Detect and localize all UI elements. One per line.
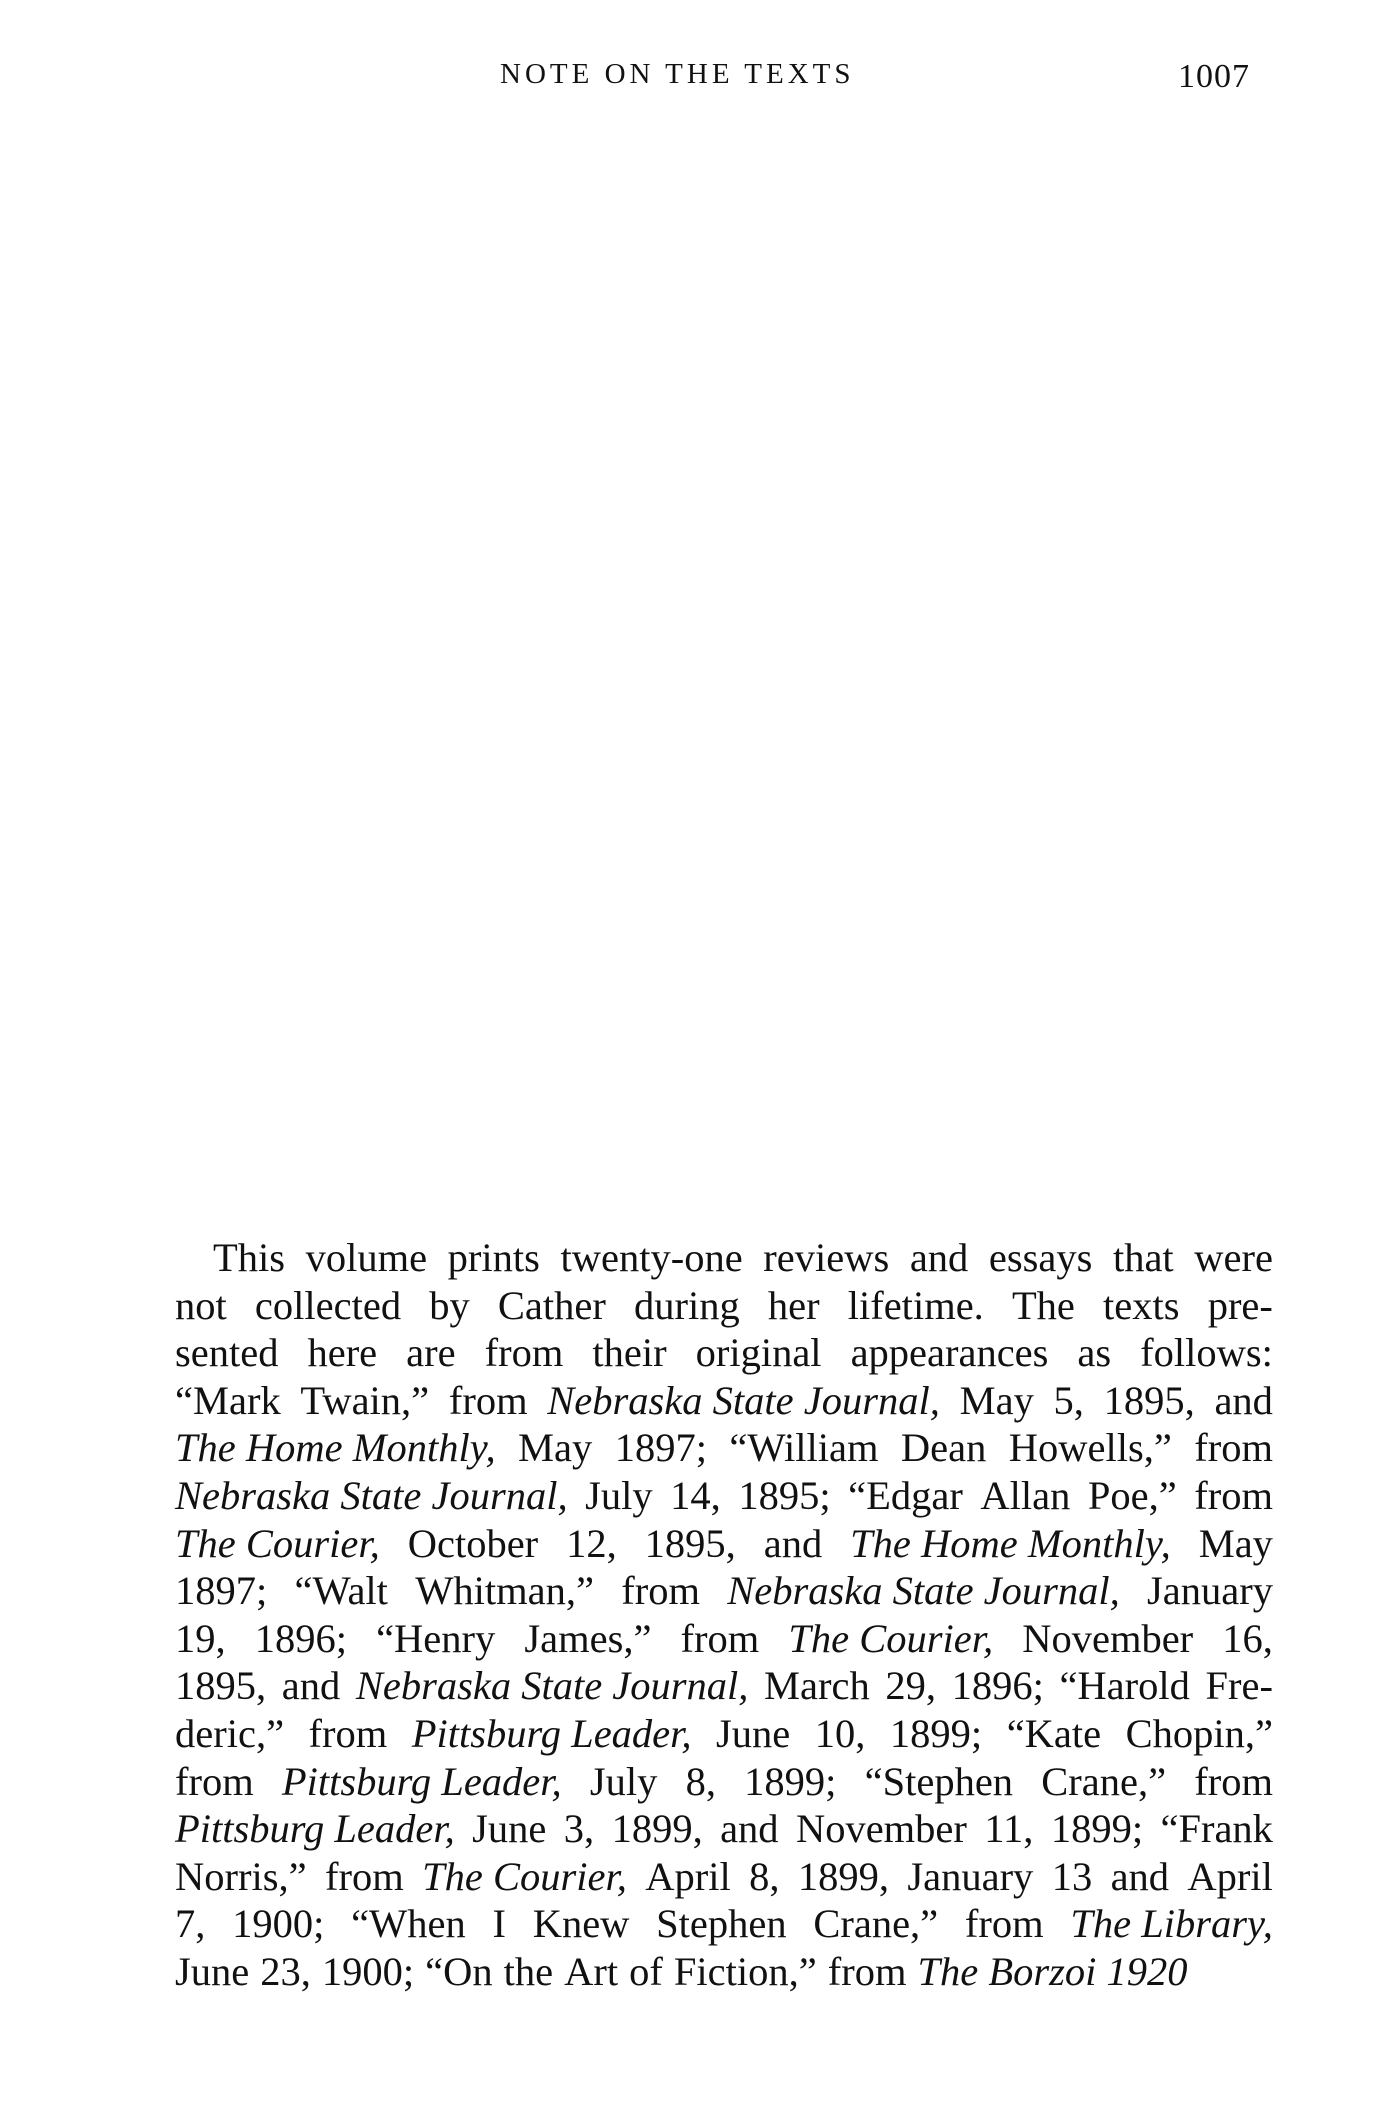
- word: 8,: [685, 1758, 716, 1804]
- text-line: [175, 1948, 1273, 1996]
- word: Art: [564, 1948, 619, 1994]
- word: June: [175, 1948, 250, 1994]
- word: “Edgar: [848, 1472, 963, 1518]
- italic-title: Pittsburg Leader,: [281, 1758, 562, 1804]
- word: June: [716, 1710, 791, 1756]
- word: from: [680, 1615, 760, 1661]
- italic-title: The Home Monthly,: [850, 1520, 1171, 1566]
- word: “Kate: [1006, 1710, 1102, 1756]
- word: 23,: [260, 1948, 311, 1994]
- text-line: [175, 1805, 1273, 1853]
- italic-title: The Courier,: [788, 1615, 994, 1661]
- word: 1899;: [744, 1758, 837, 1804]
- word: “Henry: [376, 1615, 496, 1661]
- word: pre-: [1207, 1282, 1273, 1328]
- word: “When: [351, 1901, 466, 1947]
- word: Whitman,”: [415, 1568, 594, 1614]
- word: Fre-: [1205, 1663, 1273, 1709]
- text-line: [175, 1520, 1273, 1568]
- word: 1899,: [797, 1853, 889, 1899]
- word: from: [308, 1710, 388, 1756]
- word: 1895;: [738, 1472, 831, 1518]
- word: appearances: [850, 1330, 1049, 1376]
- word: 1895,: [175, 1663, 267, 1709]
- word: texts: [1103, 1282, 1180, 1328]
- word: Stephen: [656, 1901, 787, 1947]
- word: 1895,: [644, 1520, 736, 1566]
- text-line: [175, 1567, 1273, 1615]
- word: 1900;: [232, 1901, 325, 1947]
- word: March: [764, 1663, 870, 1709]
- word: during: [633, 1282, 740, 1328]
- word: 1899;: [889, 1710, 983, 1756]
- text-line: [175, 1329, 1273, 1377]
- italic-title: The Borzoi 1920: [917, 1948, 1188, 1994]
- word: June: [472, 1806, 547, 1852]
- word: July: [589, 1758, 658, 1804]
- word: from: [175, 1758, 254, 1804]
- word: and: [763, 1520, 823, 1566]
- word: twenty-one: [560, 1235, 743, 1280]
- word: reviews: [763, 1235, 890, 1280]
- word: “Harold: [1059, 1663, 1190, 1709]
- word: and: [281, 1663, 341, 1709]
- italic-title: Nebraska State Journal,: [355, 1663, 749, 1709]
- word: from: [448, 1377, 528, 1423]
- word: 13: [1051, 1853, 1093, 1899]
- word: from: [1194, 1425, 1273, 1471]
- italic-title: Nebraska State Journal,: [175, 1472, 568, 1518]
- word: from: [964, 1901, 1044, 1947]
- word: I: [492, 1901, 506, 1947]
- italic-title: The Courier,: [422, 1853, 627, 1899]
- word: October: [407, 1520, 539, 1566]
- word: May: [959, 1377, 1034, 1423]
- word: the: [503, 1948, 554, 1994]
- word: “Walt: [294, 1568, 388, 1614]
- text-line: [175, 1424, 1273, 1472]
- word: 3,: [563, 1806, 595, 1852]
- word: and: [909, 1235, 969, 1280]
- word: 1896;: [254, 1615, 347, 1661]
- word: 1897;: [175, 1568, 268, 1614]
- text-line: [175, 1377, 1273, 1425]
- word: deric,”: [175, 1710, 285, 1756]
- word: Allan: [980, 1472, 1071, 1518]
- text-line: [175, 1282, 1273, 1330]
- word: volume: [305, 1235, 428, 1280]
- word: 12,: [566, 1520, 617, 1566]
- word: and: [720, 1806, 779, 1852]
- word: 1900;: [321, 1948, 415, 1994]
- word: April: [1187, 1853, 1273, 1899]
- word: and: [1110, 1853, 1170, 1899]
- word: her: [767, 1282, 820, 1328]
- italic-title: The Home Monthly,: [175, 1425, 496, 1471]
- text-line: [175, 1900, 1273, 1948]
- italic-title: Pittsburg Leader,: [175, 1806, 455, 1852]
- word: of: [629, 1948, 663, 1994]
- word: Knew: [532, 1901, 630, 1947]
- word: 10,: [814, 1710, 866, 1756]
- word: Crane,”: [813, 1901, 939, 1947]
- word: May: [1198, 1520, 1273, 1566]
- word: as: [1077, 1330, 1112, 1376]
- word: “Mark: [175, 1377, 281, 1423]
- word: May: [518, 1425, 593, 1471]
- word: Cather: [497, 1282, 606, 1328]
- word: “Frank: [1160, 1806, 1273, 1852]
- italic-title: The Library,: [1070, 1901, 1273, 1947]
- word: from: [1194, 1472, 1273, 1518]
- word: here: [307, 1330, 378, 1376]
- word: This: [213, 1235, 286, 1280]
- word: Fiction,”: [673, 1948, 817, 1994]
- text-line: [175, 1615, 1273, 1663]
- word: “On: [425, 1948, 493, 1994]
- word: original: [695, 1330, 822, 1376]
- word: James,”: [524, 1615, 652, 1661]
- word: from: [1194, 1758, 1273, 1804]
- word: and: [1214, 1377, 1273, 1423]
- word: “William: [729, 1425, 879, 1471]
- word: follows:: [1140, 1330, 1273, 1376]
- italic-title: Pittsburg Leader,: [411, 1710, 692, 1756]
- italic-title: Nebraska State Journal,: [727, 1568, 1120, 1614]
- word: 14,: [670, 1472, 721, 1518]
- word: Poe,”: [1087, 1472, 1177, 1518]
- word: 11,: [984, 1806, 1034, 1852]
- word: sented: [175, 1330, 279, 1376]
- word: “Stephen: [864, 1758, 1014, 1804]
- word: November: [1022, 1615, 1194, 1661]
- text-line: [175, 1662, 1273, 1710]
- word: January: [907, 1853, 1034, 1899]
- word: collected: [254, 1282, 402, 1328]
- word: 29,: [885, 1663, 936, 1709]
- word: from: [621, 1568, 700, 1614]
- word: 1897;: [614, 1425, 707, 1471]
- word: from: [324, 1853, 404, 1899]
- word: their: [592, 1330, 667, 1376]
- word: 8,: [749, 1853, 780, 1899]
- text-line: [175, 1472, 1273, 1520]
- word: Crane,”: [1041, 1758, 1167, 1804]
- word: Twain,”: [300, 1377, 430, 1423]
- text-line: [175, 1710, 1273, 1758]
- word: 1896;: [951, 1663, 1044, 1709]
- word: not: [175, 1282, 227, 1328]
- word: April: [645, 1853, 731, 1899]
- word: 19,: [175, 1615, 226, 1661]
- word: Chopin,”: [1125, 1710, 1273, 1756]
- body-paragraph: [175, 1234, 1273, 1996]
- word: The: [1011, 1282, 1075, 1328]
- word: July: [585, 1472, 653, 1518]
- word: by: [429, 1282, 470, 1328]
- text-line: [175, 1853, 1273, 1901]
- word: November: [795, 1806, 967, 1852]
- word: 1899,: [611, 1806, 703, 1852]
- word: 7,: [175, 1901, 206, 1947]
- italic-title: The Courier,: [175, 1520, 380, 1566]
- word: from: [484, 1330, 564, 1376]
- italic-title: Nebraska State Journal,: [547, 1377, 940, 1423]
- word: are: [406, 1330, 456, 1376]
- word: 5,: [1053, 1377, 1084, 1423]
- word: Dean: [900, 1425, 987, 1471]
- word: from: [827, 1948, 907, 1994]
- word: were: [1194, 1235, 1273, 1280]
- text-line: [175, 1234, 1273, 1282]
- page-number: 1007: [1178, 58, 1250, 95]
- word: essays: [988, 1235, 1093, 1280]
- running-head: NOTE ON THE TEXTS: [500, 58, 855, 90]
- word: 16,: [1222, 1615, 1273, 1661]
- word: Norris,”: [175, 1853, 307, 1899]
- word: 1895,: [1103, 1377, 1195, 1423]
- word: Howells,”: [1008, 1425, 1172, 1471]
- word: that: [1112, 1235, 1174, 1280]
- word: January: [1147, 1568, 1273, 1614]
- text-line: [175, 1758, 1273, 1806]
- word: prints: [447, 1235, 540, 1280]
- word: lifetime.: [847, 1282, 984, 1328]
- word: 1899;: [1050, 1806, 1144, 1852]
